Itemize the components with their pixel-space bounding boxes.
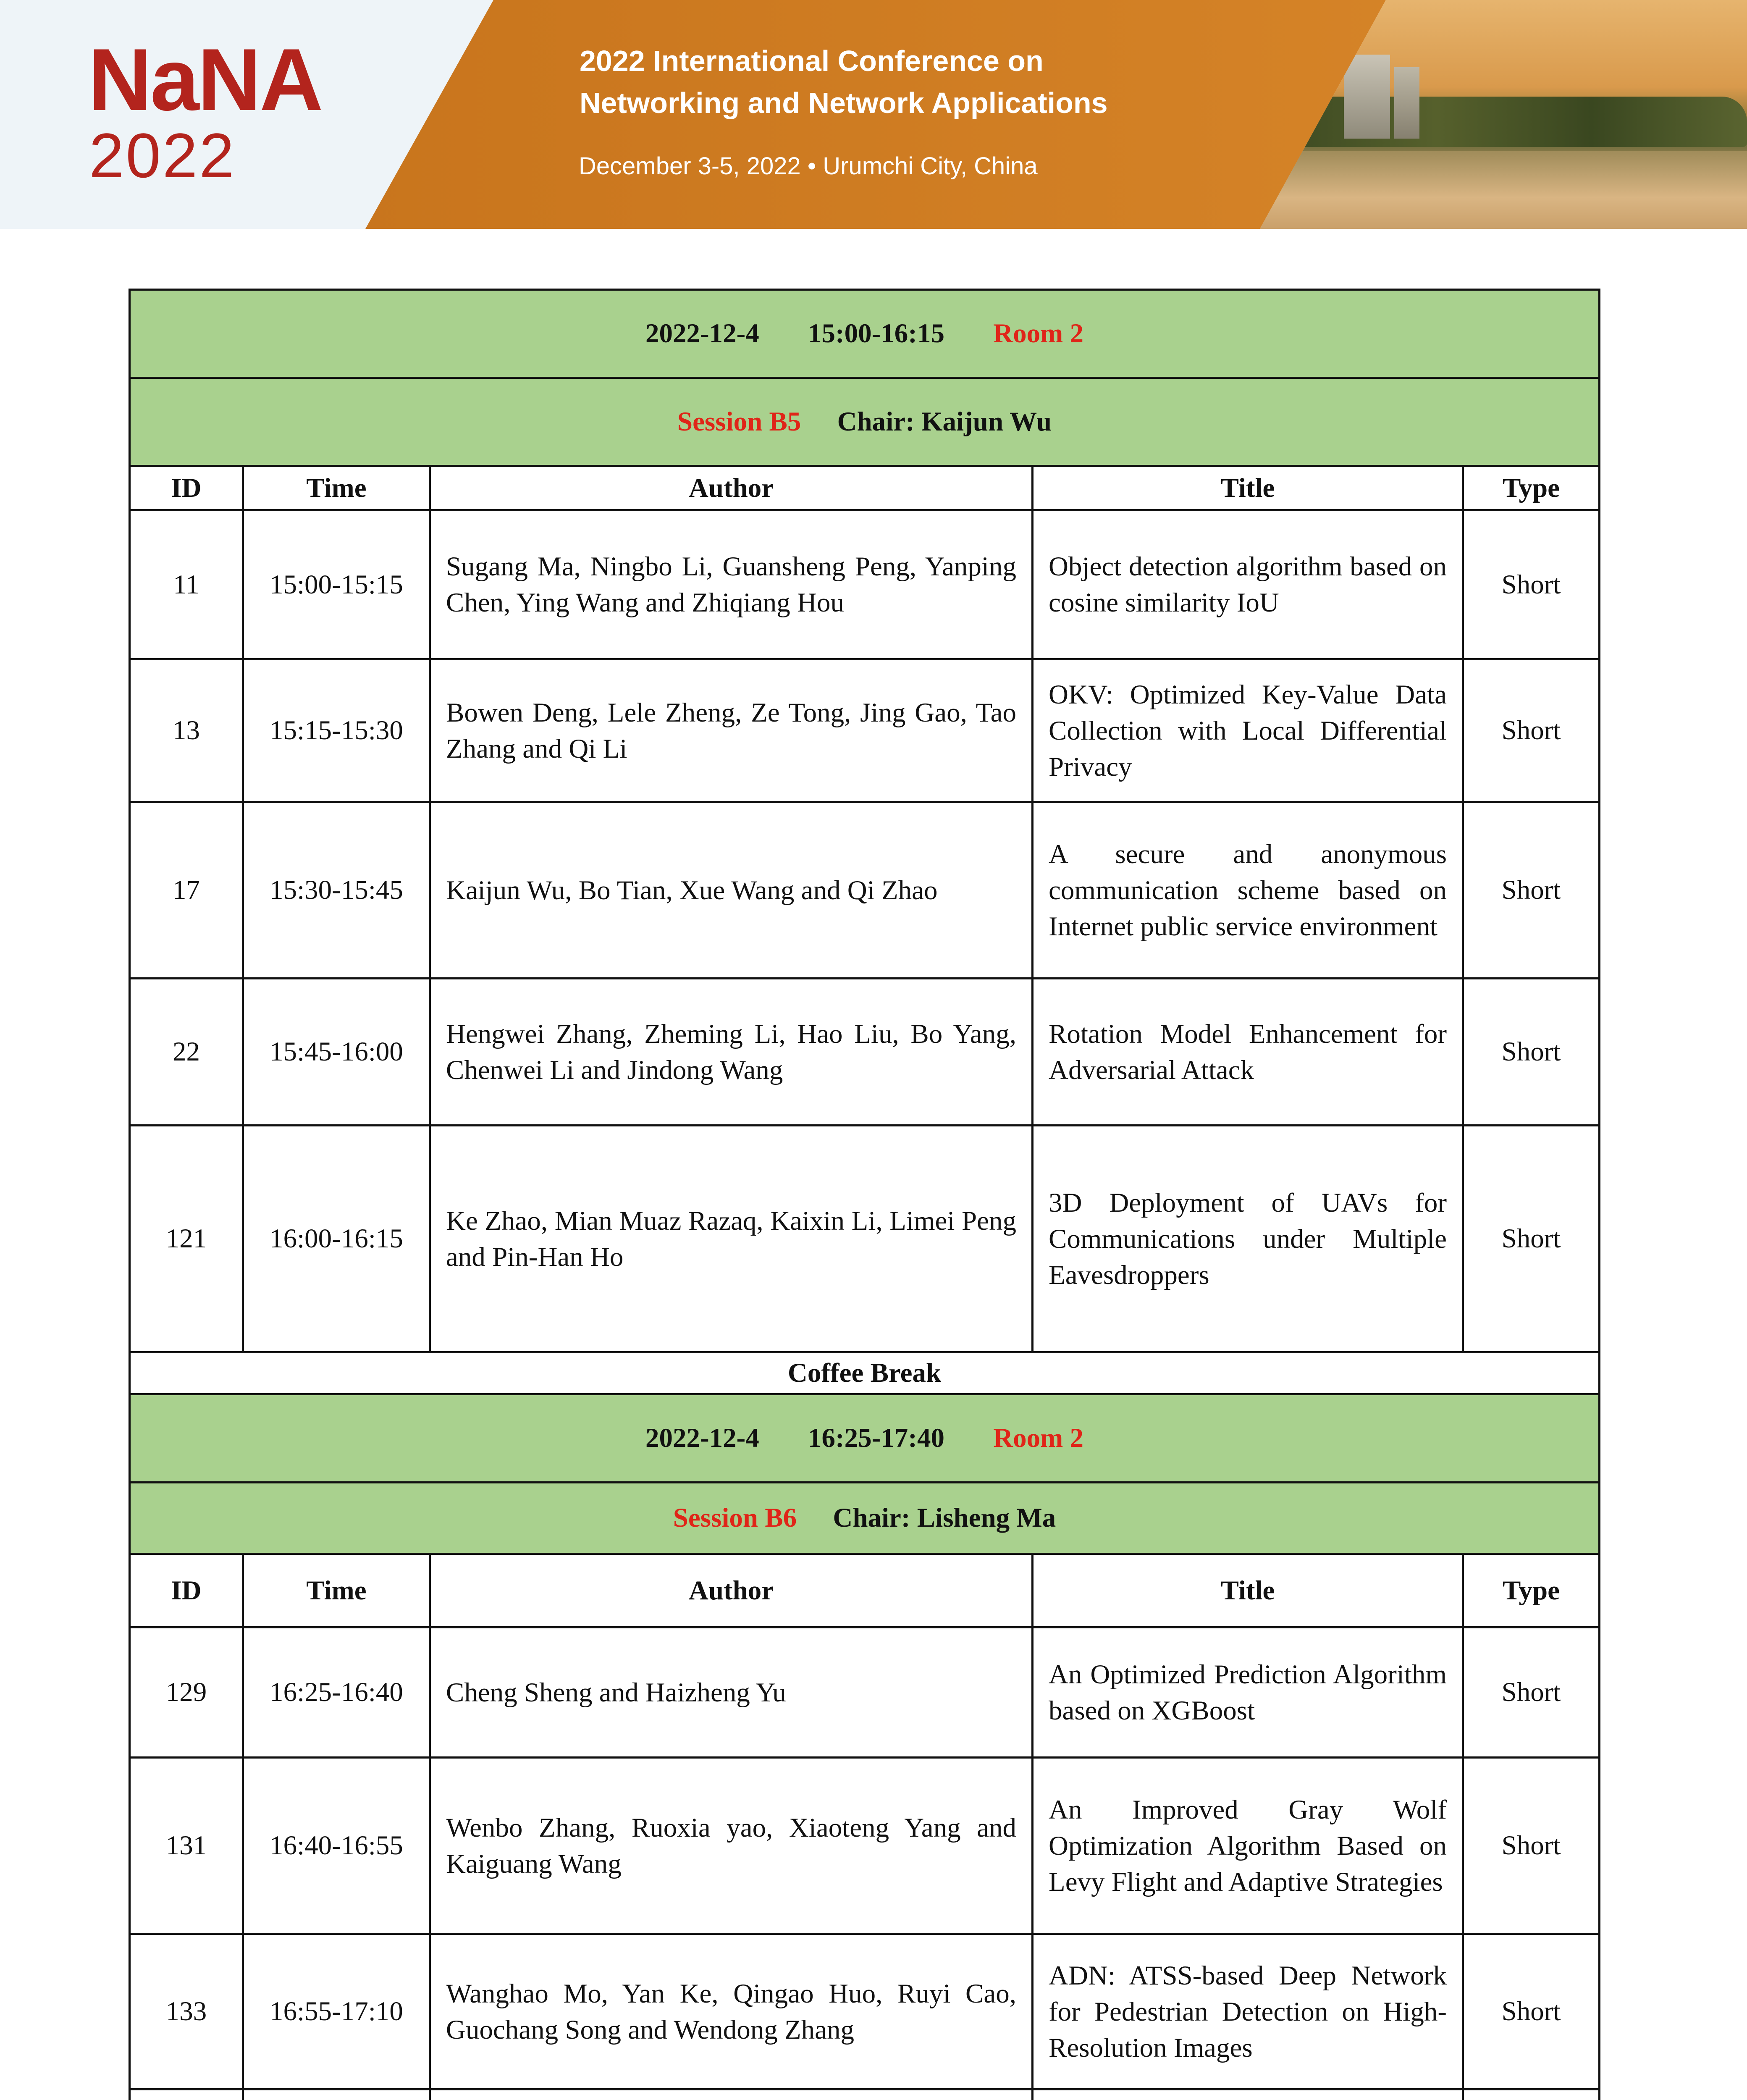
column-header-row xyxy=(130,466,1600,510)
schedule-table xyxy=(129,289,1600,2100)
table-row xyxy=(130,802,1600,979)
col-author: Author xyxy=(430,1554,1033,1628)
col-type: Type xyxy=(1463,466,1600,510)
paper-id: 131 xyxy=(130,1758,243,1934)
paper-title: 3D Deployment of UAVs for Communications under Multiple Eavesdroppers xyxy=(1033,1126,1463,1352)
col-time: Time xyxy=(243,466,430,510)
paper-id: 129 xyxy=(130,1628,243,1758)
paper-title: An Improved Gray Wolf Optimization Algorithm Based on Levy Flight and Adaptive Strategies xyxy=(1033,1758,1463,1934)
paper-type: Short xyxy=(1463,979,1600,1126)
session-chair: Chair: Kaijun Wu xyxy=(837,407,1052,437)
paper-authors: Kaijun Wu, Bo Tian, Xue Wang and Qi Zhao xyxy=(430,802,1033,979)
paper-title: ADN: ATSS-based Deep Network for Pedestrian Detection on High-Resolution Images xyxy=(1033,1934,1463,2090)
col-title: Title xyxy=(1033,466,1463,510)
paper-time: 15:00-15:15 xyxy=(243,510,430,659)
session-time: 16:25-17:40 xyxy=(808,1423,944,1453)
coffee-break-label: Coffee Break xyxy=(130,1352,1600,1394)
conference-logo: NaNA xyxy=(88,30,322,129)
paper-authors: Bowen Deng, Lele Zheng, Ze Tong, Jing Gao, Tao Zhang and Qi Li xyxy=(430,659,1033,802)
paper-authors: Wenbo Zhang, Ruoxia yao, Xiaoteng Yang and Kaiguang Wang xyxy=(430,1758,1033,1934)
paper-type: Short xyxy=(1463,1628,1600,1758)
session-name: Session B5 xyxy=(677,407,801,437)
col-title: Title xyxy=(1033,1554,1463,1628)
paper-title: Rotation Model Enhancement for Adversarial Attack xyxy=(1033,979,1463,1126)
paper-type: Short xyxy=(1463,510,1600,659)
conference-date-location: December 3-5, 2022 • Urumchi City, China xyxy=(579,152,1038,180)
paper-type: Short xyxy=(1463,802,1600,979)
page-header xyxy=(0,0,1747,229)
paper-type: Short xyxy=(1463,1126,1600,1352)
paper-title xyxy=(1033,2090,1463,2100)
paper-time: 15:15-15:30 xyxy=(243,659,430,802)
conference-title xyxy=(580,40,1108,124)
paper-id: 22 xyxy=(130,979,243,1126)
col-id: ID xyxy=(130,1554,243,1628)
photo-lake xyxy=(1260,151,1747,229)
paper-type: Short xyxy=(1463,1758,1600,1934)
paper-title: OKV: Optimized Key-Value Data Collection with Local Differential Privacy xyxy=(1033,659,1463,802)
paper-type: Short xyxy=(1463,659,1600,802)
column-header-row xyxy=(130,1554,1600,1628)
paper-time: 16:40-16:55 xyxy=(243,1758,430,1934)
table-row xyxy=(130,1758,1600,1934)
session-date: 2022-12-4 xyxy=(645,318,759,349)
table-row xyxy=(130,979,1600,1126)
paper-title: A secure and anonymous communication scheme based on Internet public service environment xyxy=(1033,802,1463,979)
paper-authors: Sugang Ma, Ningbo Li, Guansheng Peng, Yanping Chen, Ying Wang and Zhiqiang Hou xyxy=(430,510,1033,659)
paper-title: Object detection algorithm based on cosine similarity IoU xyxy=(1033,510,1463,659)
paper-type xyxy=(1463,2090,1600,2100)
session-time: 15:00-16:15 xyxy=(808,318,944,349)
table-row xyxy=(130,510,1600,659)
table-row xyxy=(130,1126,1600,1352)
session-room: Room 2 xyxy=(993,1423,1084,1453)
table-row xyxy=(130,659,1600,802)
paper-id: 17 xyxy=(130,802,243,979)
paper-time: 15:45-16:00 xyxy=(243,979,430,1126)
conference-title-line1: 2022 International Conference on xyxy=(580,45,1044,77)
session-datetime-row xyxy=(130,290,1600,378)
paper-time xyxy=(243,2090,430,2100)
session-room: Room 2 xyxy=(993,318,1084,349)
photo-building xyxy=(1344,55,1390,139)
col-type: Type xyxy=(1463,1554,1600,1628)
paper-type: Short xyxy=(1463,1934,1600,2090)
table-row xyxy=(130,2090,1600,2100)
paper-title: An Optimized Prediction Algorithm based on XGBoost xyxy=(1033,1628,1463,1758)
paper-time: 16:25-16:40 xyxy=(243,1628,430,1758)
paper-id: 121 xyxy=(130,1126,243,1352)
col-id: ID xyxy=(130,466,243,510)
paper-id: 133 xyxy=(130,1934,243,2090)
table-row xyxy=(130,1628,1600,1758)
session-chair-row xyxy=(130,1483,1600,1554)
col-time: Time xyxy=(243,1554,430,1628)
col-author: Author xyxy=(430,466,1033,510)
paper-authors: Ke Zhao, Mian Muaz Razaq, Kaixin Li, Limei Peng and Pin-Han Ho xyxy=(430,1126,1033,1352)
photo-building xyxy=(1394,67,1419,139)
paper-authors: Cheng Sheng and Haizheng Yu xyxy=(430,1628,1033,1758)
session-date: 2022-12-4 xyxy=(645,1423,759,1453)
coffee-break-row xyxy=(130,1352,1600,1394)
conference-logo-year: 2022 xyxy=(89,120,236,191)
paper-time: 16:55-17:10 xyxy=(243,1934,430,2090)
paper-id: 13 xyxy=(130,659,243,802)
paper-id: 11 xyxy=(130,510,243,659)
conference-title-line2: Networking and Network Applications xyxy=(580,87,1108,119)
paper-id xyxy=(130,2090,243,2100)
session-chair-row xyxy=(130,378,1600,466)
paper-authors: Hengwei Zhang, Zheming Li, Hao Liu, Bo Yang, Chenwei Li and Jindong Wang xyxy=(430,979,1033,1126)
session-chair: Chair: Lisheng Ma xyxy=(833,1503,1056,1533)
paper-authors xyxy=(430,2090,1033,2100)
table-row xyxy=(130,1934,1600,2090)
paper-authors: Wanghao Mo, Yan Ke, Qingao Huo, Ruyi Cao, Guochang Song and Wendong Zhang xyxy=(430,1934,1033,2090)
paper-time: 15:30-15:45 xyxy=(243,802,430,979)
session-datetime-row xyxy=(130,1394,1600,1483)
session-name: Session B6 xyxy=(673,1503,797,1533)
paper-time: 16:00-16:15 xyxy=(243,1126,430,1352)
